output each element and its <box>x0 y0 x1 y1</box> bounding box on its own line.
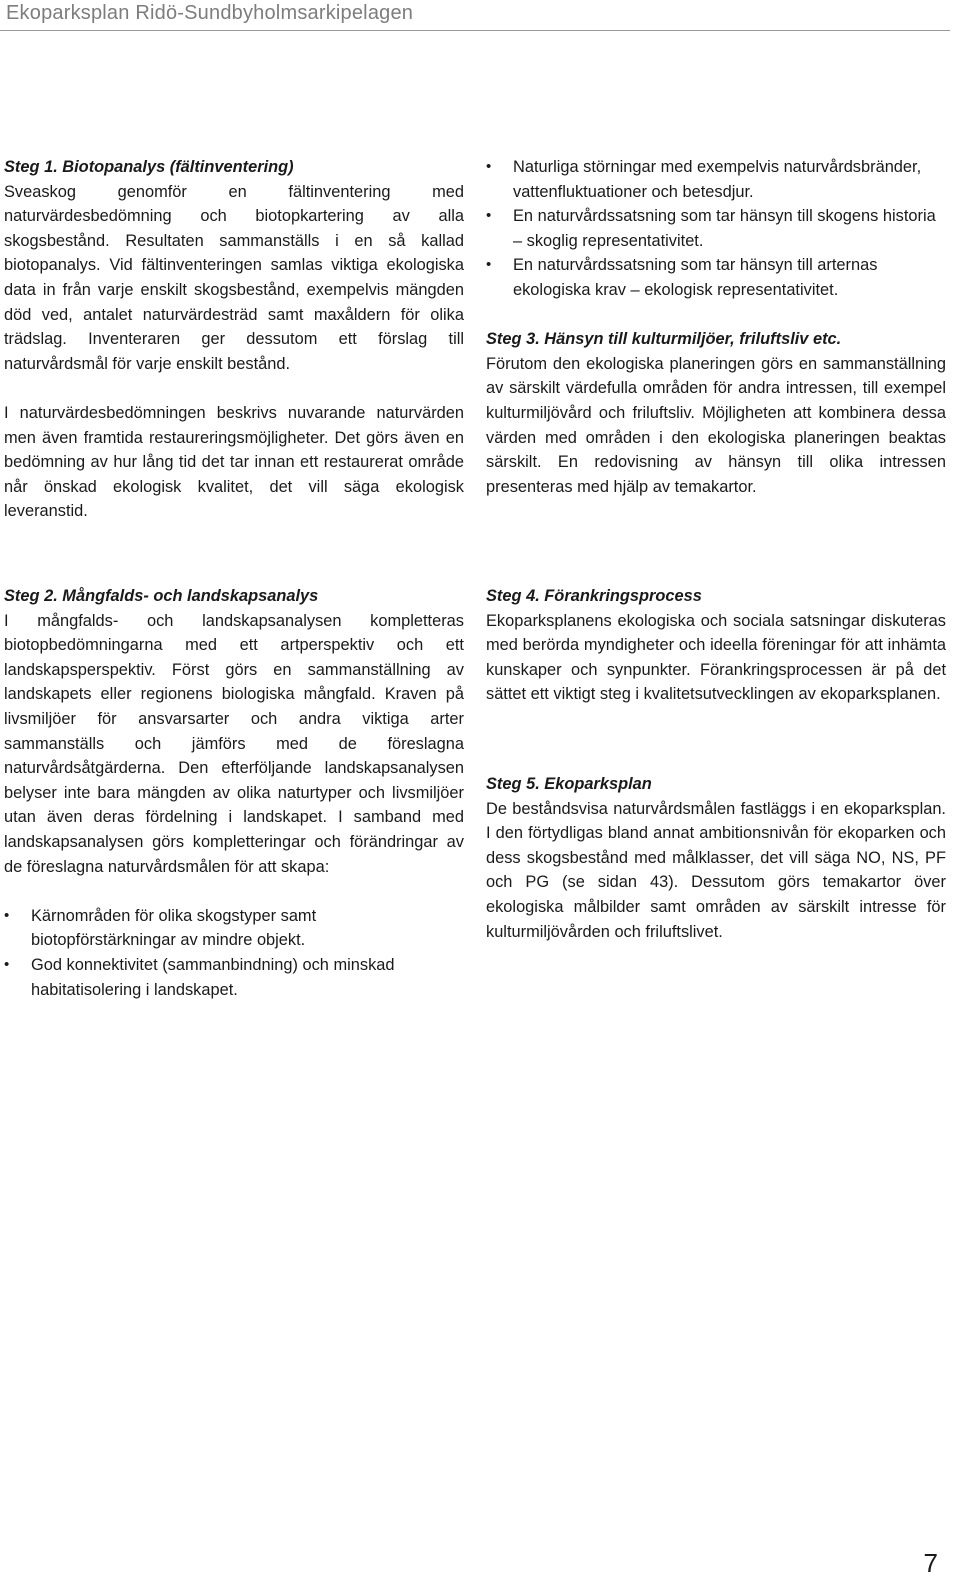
paragraph: Förutom den ekologiska planeringen görs en sammanställning av särskilt värdefulla områden för andra intressen, till exempel kulturmiljövård och friluftsliv. Möjligheten att kombinera dessa värden med områden i den ekologiska planeringen beaktas särskilt. En redovisning av hänsyn till olika intressen presenteras med hjälp av temakartor. <box>486 354 946 496</box>
page-number: 7 <box>923 1548 938 1578</box>
section-heading: Steg 5. Ekoparksplan <box>486 775 652 793</box>
list-item: • Kärnområden för olika skogstyper samt biotopförstärkningar av mindre objekt. <box>4 904 464 953</box>
section-steg-2 <box>4 584 464 1002</box>
section-heading: Steg 2. Mångfalds- och landskapsanalys <box>4 587 319 605</box>
list-item: • En naturvårdssatsning som tar hänsyn till skogens historia – skoglig representativitet. <box>486 204 946 253</box>
section-steg-1 <box>4 155 464 524</box>
list-item: • En naturvårdssatsning som tar hänsyn till arternas ekologiska krav – ekologisk representativitet. <box>486 253 946 302</box>
right-column-top <box>486 155 946 499</box>
paragraph: I mångfalds- och landskapsanalysen kompletteras biotopbedömningarna med ett artperspektiv och ett landskapsperspektiv. Först görs en sammanställning av landskapets eller regionens biologiska mångfald. Kraven på livsmiljöer för ansvarsarter och andra viktiga arter sammanställs och jämförs med de föreslagna naturvårdsåtgärderna. Den efterföljande landskapsanalysen belyser inte bara mängden av olika naturtyper och livsmiljöer utan även deras fördelning i landskapet. I samband med landskapsanalysen görs kompletteringar och förändringar av de föreslagna naturvårdsmålen för att skapa: <box>4 611 464 876</box>
bullet-list <box>486 155 946 303</box>
paragraph: De beståndsvisa naturvårdsmålen fastläggs i en ekoparksplan. I den förtydligas bland annat ambitionsnivån för ekoparken och dess skogsbestånd med målklasser, det vill säga NO, NS, PF och PG (se sidan 43). Dessutom görs temakartor över ekologiska målbilder samt områden av särskilt intresse för kulturmiljövården och friluftslivet. <box>486 799 946 941</box>
paragraph: I naturvärdesbedömningen beskrivs nuvarande naturvärden men även framtida restaureringsmöjligheter. Det görs även en bedömning av hur lång tid det tar innan ett restaurerat område når önskad ekologisk kvalitet, det vill säga ekologisk leveranstid. <box>4 403 464 521</box>
section-steg-4 <box>486 584 946 707</box>
paragraph: Ekoparksplanens ekologiska och sociala satsningar diskuteras med berörda myndigheter och ideella föreningar för att inhämta kunskaper och synpunkter. Förankringsprocessen är på det sättet ett viktigt steg i kvalitetsutvecklingen av ekoparksplanen. <box>486 611 946 704</box>
document-title: Ekoparksplan Ridö-Sundbyholmsarkipelagen <box>6 2 414 24</box>
list-item: • God konnektivitet (sammanbindning) och minskad habitatisolering i landskapet. <box>4 953 464 1002</box>
section-heading: Steg 4. Förankringsprocess <box>486 587 702 605</box>
list-item: • Naturliga störningar med exempelvis naturvårdsbränder, vattenfluktuationer och betesdjur. <box>486 155 946 204</box>
paragraph: Sveaskog genomför en fältinventering med naturvärdesbedömning och biotopkartering av alla skogsbestånd. Resultaten sammanställs i en så kallad biotopanalys. Vid fältinventeringen samlas viktiga ekologiska data in från varje enskilt skogsbestånd, exempelvis mängden död ved, antalet naturvärdesträd samt maxåldern för olika trädslag. Inventeraren ger dessutom ett förslag till naturvårdsmål för varje enskilt bestånd. <box>4 182 464 373</box>
running-header <box>0 0 950 31</box>
section-heading: Steg 1. Biotopanalys (fältinventering) <box>4 158 294 176</box>
section-steg-5 <box>486 772 946 944</box>
section-heading: Steg 3. Hänsyn till kulturmiljöer, friluftsliv etc. <box>486 330 842 349</box>
bullet-list <box>4 904 464 1002</box>
